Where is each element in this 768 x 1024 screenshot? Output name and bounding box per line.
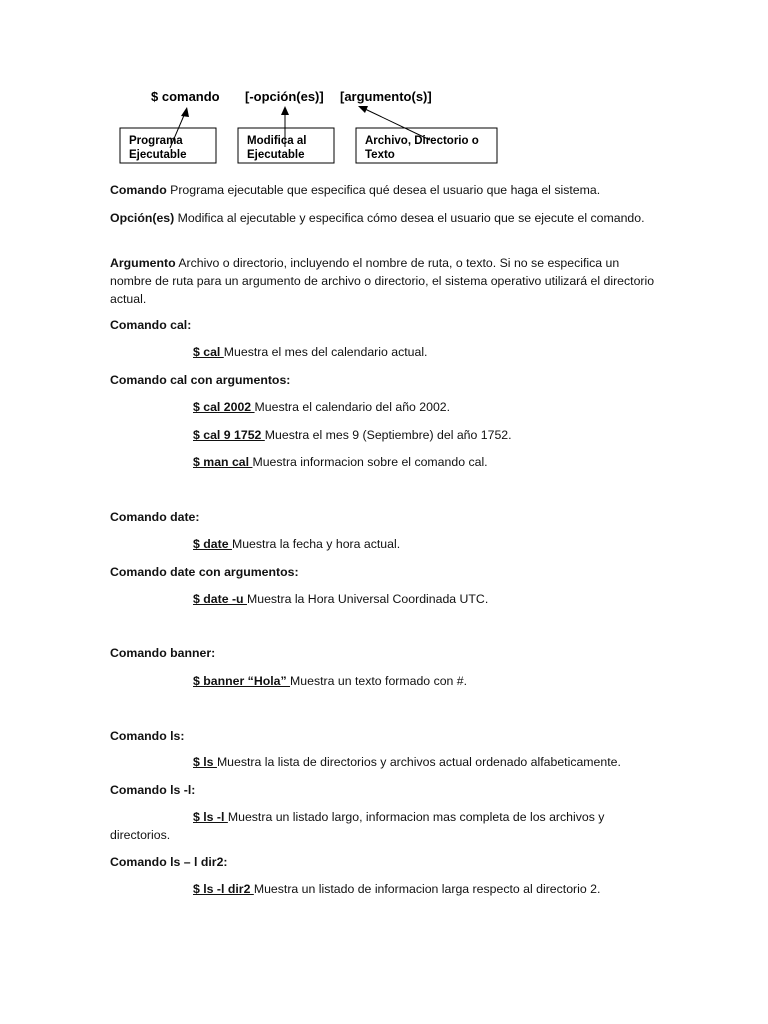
- command-example: $ cal 2002: [193, 400, 255, 414]
- command-description: Muestra la Hora Universal Coordinada UTC.: [246, 592, 489, 606]
- arrowhead-arguments: [358, 106, 368, 113]
- command-example: $ ls -l: [193, 810, 228, 824]
- command-description: Muestra un texto formado con #.: [290, 674, 468, 688]
- command-description: Muestra la fecha y hora actual.: [231, 537, 401, 551]
- command-description: Muestra la lista de directorios y archivos actual ordenado alfabeticamente.: [216, 755, 621, 769]
- definition-term: Argumento: [110, 256, 176, 270]
- box-3-line-1: Archivo, Directorio o: [365, 135, 479, 147]
- command-example: $ ls -l dir2: [193, 882, 254, 896]
- definition-term: Opción(es): [110, 211, 175, 225]
- example-ls-l: [110, 808, 655, 844]
- definition-term: Comando: [110, 183, 167, 197]
- command-description: Muestra informacion sobre el comando cal.: [252, 455, 488, 469]
- section-heading-ls-l-dir2: Comando ls – l dir2:: [110, 855, 228, 869]
- example-man-cal: [193, 453, 663, 471]
- command-example: $ ls: [193, 755, 217, 769]
- command-example: $ cal: [193, 345, 224, 359]
- command-example: $ date -u: [193, 592, 247, 606]
- box-1-line-2: Ejecutable: [129, 149, 187, 161]
- arrowhead-options: [281, 106, 289, 115]
- command-description: Muestra el calendario del año 2002.: [254, 400, 451, 414]
- definition-opciones: [110, 209, 655, 227]
- box-2-line-1: Modifica al: [247, 135, 307, 147]
- syntax-arguments-label: [argumento(s)]: [340, 89, 432, 104]
- command-description: Muestra el mes del calendario actual.: [223, 345, 428, 359]
- command-example: $ banner “Hola”: [193, 674, 291, 688]
- arrowhead-command: [181, 107, 189, 117]
- command-example: $ cal 9 1752: [193, 428, 265, 442]
- section-heading-banner: Comando banner:: [110, 646, 216, 660]
- definition-argumento: [110, 254, 655, 308]
- command-example: $ date: [193, 537, 232, 551]
- example-banner: [193, 672, 663, 690]
- section-heading-date: Comando date:: [110, 510, 200, 524]
- command-example: $ man cal: [193, 455, 253, 469]
- example-ls: [193, 753, 663, 771]
- box-3-line-2: Texto: [365, 149, 395, 161]
- example-cal: [193, 343, 663, 361]
- example-ls-l-dir2: [193, 880, 663, 898]
- box-2-line-2: Ejecutable: [247, 149, 305, 161]
- example-date: [193, 535, 663, 553]
- section-heading-cal-args: Comando cal con argumentos:: [110, 373, 291, 387]
- command-description: Muestra el mes 9 (Septiembre) del año 1752.: [264, 428, 512, 442]
- command-syntax-diagram: [0, 0, 768, 175]
- command-description: Muestra un listado de informacion larga respecto al directorio 2.: [253, 882, 601, 896]
- example-cal-2002: [193, 398, 663, 416]
- definition-text: Archivo o directorio, incluyendo el nombre de ruta, o texto. Si no se especifica un nombre de ruta para un argumento de archivo o directorio, el sistema operativo utilizará el directorio actual.: [110, 256, 655, 306]
- definition-text: Modifica al ejecutable y especifica cómo desea el usuario que se ejecute el comando.: [177, 211, 645, 225]
- definition-comando: [110, 181, 655, 199]
- syntax-command-label: $ comando: [151, 89, 220, 104]
- section-heading-ls: Comando ls:: [110, 729, 185, 743]
- definition-text: Programa ejecutable que especifica qué desea el usuario que haga el sistema.: [170, 183, 601, 197]
- syntax-options-label: [-opción(es)]: [245, 89, 324, 104]
- section-heading-cal: Comando cal:: [110, 318, 192, 332]
- section-heading-date-args: Comando date con argumentos:: [110, 565, 299, 579]
- example-date-u: [193, 590, 663, 608]
- command-description: Muestra un listado largo, informacion mas completa de los archivos y directorios.: [110, 810, 605, 842]
- section-heading-ls-l: Comando ls -l:: [110, 783, 196, 797]
- example-cal-9-1752: [193, 426, 663, 444]
- box-1-line-1: Programa: [129, 135, 183, 147]
